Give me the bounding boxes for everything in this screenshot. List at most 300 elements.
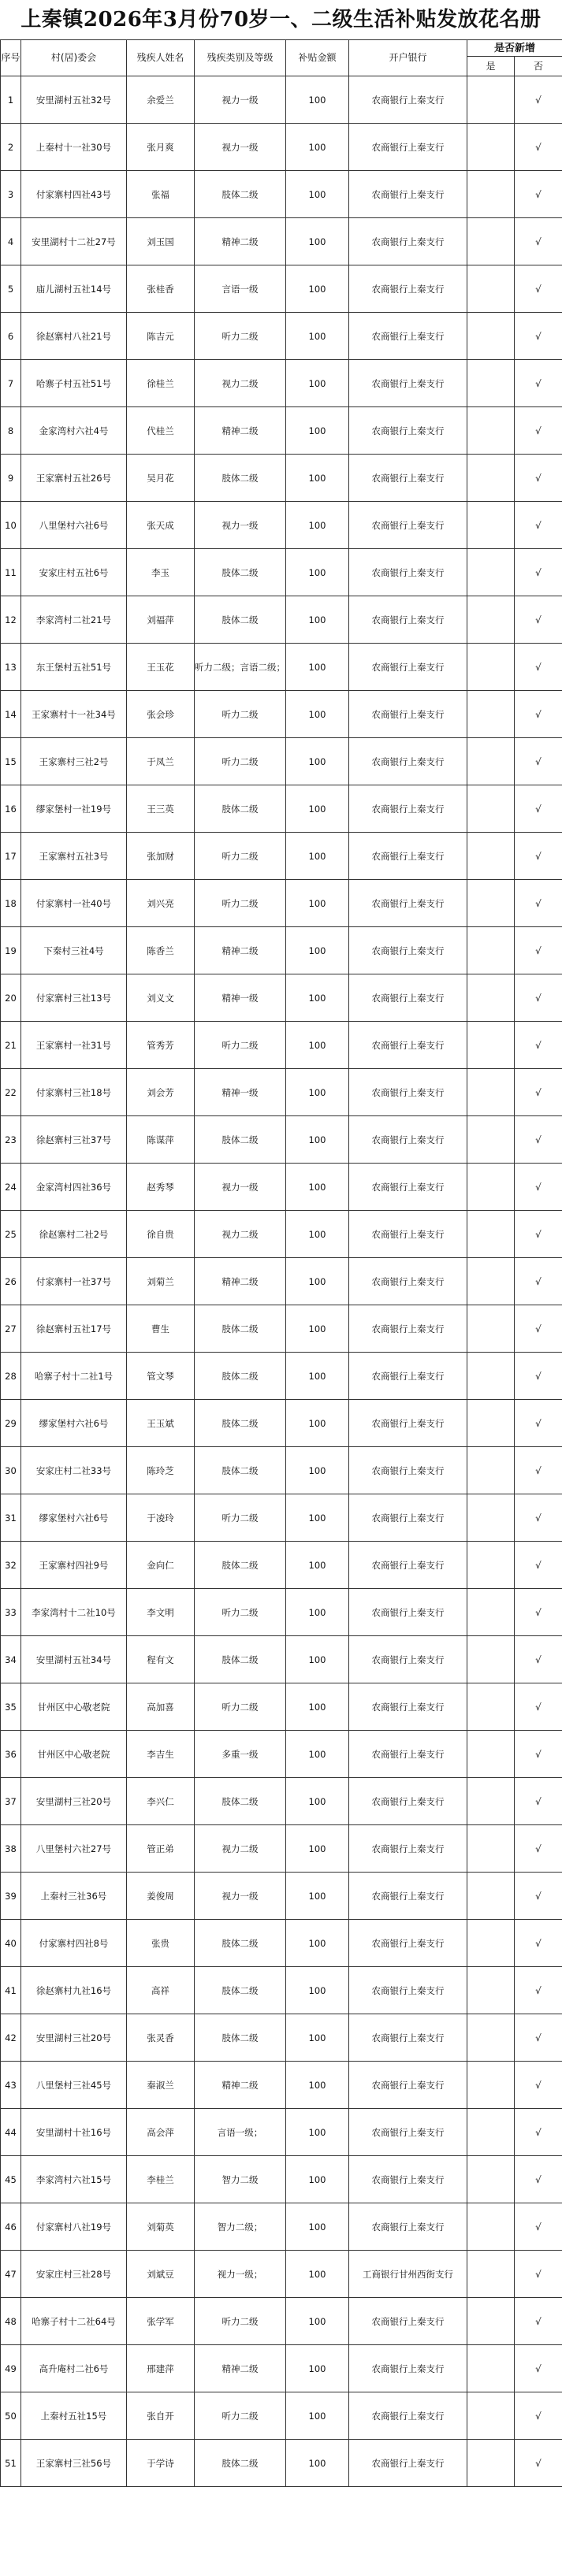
cell-seq: 19 — [1, 927, 21, 974]
cell-category: 听力二级 — [195, 833, 286, 880]
table-row — [1, 1353, 562, 1400]
cell-village: 哈寨子村十二社64号 — [21, 2298, 127, 2345]
table-row — [1, 1400, 562, 1447]
cell-village: 甘州区中心敬老院 — [21, 1731, 127, 1778]
cell-name: 刘兴亮 — [127, 880, 195, 927]
cell-new-no: √ — [515, 171, 562, 218]
cell-village: 八里堡村六社27号 — [21, 1825, 127, 1873]
cell-new-no: √ — [515, 974, 562, 1022]
cell-seq: 13 — [1, 644, 21, 691]
cell-new-yes — [467, 407, 515, 455]
cell-name: 张加财 — [127, 833, 195, 880]
table-row — [1, 76, 562, 124]
cell-new-yes — [467, 1069, 515, 1116]
cell-amount: 100 — [286, 691, 349, 738]
cell-seq: 2 — [1, 124, 21, 171]
cell-name: 赵秀琴 — [127, 1164, 195, 1211]
cell-village: 王家寨村三社56号 — [21, 2440, 127, 2487]
cell-new-no: √ — [515, 218, 562, 265]
cell-category: 肢体二级 — [195, 1778, 286, 1825]
cell-new-no: √ — [515, 1778, 562, 1825]
cell-new-yes — [467, 2109, 515, 2156]
cell-bank: 农商银行上秦支行 — [349, 1873, 467, 1920]
cell-amount: 100 — [286, 974, 349, 1022]
cell-seq: 18 — [1, 880, 21, 927]
table-row — [1, 2156, 562, 2203]
cell-new-no: √ — [515, 124, 562, 171]
cell-category: 肢体二级 — [195, 1542, 286, 1589]
cell-bank: 农商银行上秦支行 — [349, 833, 467, 880]
cell-name: 邢建萍 — [127, 2345, 195, 2392]
cell-name: 张自开 — [127, 2392, 195, 2440]
cell-category: 精神二级 — [195, 218, 286, 265]
table-row — [1, 1731, 562, 1778]
cell-amount: 100 — [286, 124, 349, 171]
table-row — [1, 2062, 562, 2109]
cell-new-yes — [467, 1873, 515, 1920]
cell-seq: 28 — [1, 1353, 21, 1400]
header-amount: 补贴金额 — [286, 40, 349, 76]
cell-seq: 5 — [1, 265, 21, 313]
cell-category: 肢体二级 — [195, 2440, 286, 2487]
table-row — [1, 1589, 562, 1636]
cell-bank: 农商银行上秦支行 — [349, 171, 467, 218]
cell-bank: 农商银行上秦支行 — [349, 2392, 467, 2440]
cell-new-yes — [467, 1542, 515, 1589]
table-row — [1, 927, 562, 974]
cell-new-yes — [467, 313, 515, 360]
cell-name: 李吉生 — [127, 1731, 195, 1778]
cell-new-no: √ — [515, 1636, 562, 1683]
cell-new-yes — [467, 1589, 515, 1636]
cell-village: 徐赵寨村五社17号 — [21, 1305, 127, 1353]
cell-amount: 100 — [286, 2440, 349, 2487]
cell-name: 管正弟 — [127, 1825, 195, 1873]
cell-new-yes — [467, 2203, 515, 2251]
page-title: 上秦镇2026年3月份70岁一、二级生活补贴发放花名册 — [20, 8, 542, 32]
cell-name: 于凌玲 — [127, 1494, 195, 1542]
cell-village: 甘州区中心敬老院 — [21, 1683, 127, 1731]
cell-category: 肢体二级 — [195, 171, 286, 218]
cell-village: 王家寨村十一社34号 — [21, 691, 127, 738]
table-row — [1, 1447, 562, 1494]
cell-new-no: √ — [515, 1116, 562, 1164]
cell-bank: 农商银行上秦支行 — [349, 785, 467, 833]
cell-category: 听力二级 — [195, 880, 286, 927]
cell-amount: 100 — [286, 880, 349, 927]
cell-village: 上秦村十一社30号 — [21, 124, 127, 171]
cell-new-yes — [467, 1636, 515, 1683]
cell-village: 徐赵寨村二社2号 — [21, 1211, 127, 1258]
cell-new-yes — [467, 549, 515, 596]
cell-new-no: √ — [515, 2109, 562, 2156]
table-row — [1, 1211, 562, 1258]
cell-name: 陈香兰 — [127, 927, 195, 974]
cell-new-no: √ — [515, 1305, 562, 1353]
cell-new-no: √ — [515, 1353, 562, 1400]
cell-seq: 9 — [1, 455, 21, 502]
table-row — [1, 124, 562, 171]
cell-name: 刘会芳 — [127, 1069, 195, 1116]
cell-new-no: √ — [515, 880, 562, 927]
cell-category: 肢体二级 — [195, 1967, 286, 2014]
cell-category: 多重一级 — [195, 1731, 286, 1778]
cell-new-no: √ — [515, 360, 562, 407]
header-no: 否 — [515, 57, 562, 76]
cell-category: 智力二级； — [195, 2203, 286, 2251]
cell-village: 安家庄村三社28号 — [21, 2251, 127, 2298]
cell-seq: 8 — [1, 407, 21, 455]
cell-seq: 42 — [1, 2014, 21, 2062]
cell-new-no: √ — [515, 785, 562, 833]
cell-name: 王三英 — [127, 785, 195, 833]
cell-seq: 26 — [1, 1258, 21, 1305]
cell-amount: 100 — [286, 738, 349, 785]
cell-name: 徐自贵 — [127, 1211, 195, 1258]
table-row — [1, 691, 562, 738]
cell-name: 刘斌豆 — [127, 2251, 195, 2298]
table-row — [1, 2298, 562, 2345]
cell-amount: 100 — [286, 1825, 349, 1873]
cell-new-no: √ — [515, 1258, 562, 1305]
table-row — [1, 1683, 562, 1731]
cell-seq: 33 — [1, 1589, 21, 1636]
cell-new-no: √ — [515, 833, 562, 880]
cell-category: 精神一级 — [195, 1069, 286, 1116]
cell-new-no: √ — [515, 1447, 562, 1494]
cell-new-no: √ — [515, 1494, 562, 1542]
cell-new-yes — [467, 1400, 515, 1447]
cell-seq: 16 — [1, 785, 21, 833]
cell-village: 哈寨子村十二社1号 — [21, 1353, 127, 1400]
table-row — [1, 1778, 562, 1825]
cell-category: 视力一级 — [195, 124, 286, 171]
cell-seq: 20 — [1, 974, 21, 1022]
cell-amount: 100 — [286, 1967, 349, 2014]
cell-village: 上秦村五社15号 — [21, 2392, 127, 2440]
cell-new-yes — [467, 1211, 515, 1258]
table-row — [1, 2109, 562, 2156]
cell-village: 付家寨村八社19号 — [21, 2203, 127, 2251]
cell-name: 张月爽 — [127, 124, 195, 171]
cell-category: 听力二级；言语二级； — [195, 644, 286, 691]
cell-new-no: √ — [515, 1825, 562, 1873]
cell-bank: 农商银行上秦支行 — [349, 596, 467, 644]
cell-name: 姜俊周 — [127, 1873, 195, 1920]
cell-bank: 农商银行上秦支行 — [349, 2345, 467, 2392]
cell-seq: 12 — [1, 596, 21, 644]
cell-new-no: √ — [515, 2156, 562, 2203]
table-row — [1, 1164, 562, 1211]
cell-category: 肢体二级 — [195, 1305, 286, 1353]
cell-bank: 农商银行上秦支行 — [349, 1967, 467, 2014]
header-is-new: 是否新增 — [467, 40, 562, 57]
cell-seq: 41 — [1, 1967, 21, 2014]
cell-amount: 100 — [286, 360, 349, 407]
cell-name: 李桂兰 — [127, 2156, 195, 2203]
cell-seq: 22 — [1, 1069, 21, 1116]
cell-new-no: √ — [515, 1542, 562, 1589]
cell-category: 智力二级 — [195, 2156, 286, 2203]
cell-seq: 35 — [1, 1683, 21, 1731]
cell-amount: 100 — [286, 1731, 349, 1778]
cell-new-yes — [467, 2014, 515, 2062]
cell-category: 肢体二级 — [195, 2014, 286, 2062]
cell-name: 代桂兰 — [127, 407, 195, 455]
cell-amount: 100 — [286, 2203, 349, 2251]
cell-bank: 农商银行上秦支行 — [349, 1069, 467, 1116]
cell-name: 刘福萍 — [127, 596, 195, 644]
cell-new-yes — [467, 265, 515, 313]
cell-new-yes — [467, 360, 515, 407]
cell-new-yes — [467, 785, 515, 833]
cell-bank: 农商银行上秦支行 — [349, 1825, 467, 1873]
table-row — [1, 218, 562, 265]
cell-new-no: √ — [515, 927, 562, 974]
cell-village: 安里湖村十社16号 — [21, 2109, 127, 2156]
cell-bank: 农商银行上秦支行 — [349, 2203, 467, 2251]
cell-new-yes — [467, 2345, 515, 2392]
table-row — [1, 1636, 562, 1683]
cell-new-yes — [467, 2440, 515, 2487]
cell-new-no: √ — [515, 2440, 562, 2487]
cell-village: 安里湖村五社34号 — [21, 1636, 127, 1683]
cell-name: 刘玉国 — [127, 218, 195, 265]
cell-amount: 100 — [286, 2109, 349, 2156]
table-row — [1, 1022, 562, 1069]
cell-amount: 100 — [286, 1305, 349, 1353]
cell-new-yes — [467, 455, 515, 502]
cell-bank: 农商银行上秦支行 — [349, 76, 467, 124]
cell-new-yes — [467, 218, 515, 265]
cell-name: 吴月花 — [127, 455, 195, 502]
cell-amount: 100 — [286, 2014, 349, 2062]
cell-name: 张贵 — [127, 1920, 195, 1967]
cell-bank: 农商银行上秦支行 — [349, 2440, 467, 2487]
cell-name: 张会珍 — [127, 691, 195, 738]
cell-bank: 农商银行上秦支行 — [349, 1447, 467, 1494]
cell-seq: 6 — [1, 313, 21, 360]
table-row — [1, 880, 562, 927]
cell-amount: 100 — [286, 218, 349, 265]
cell-category: 肢体二级 — [195, 1636, 286, 1683]
cell-new-yes — [467, 880, 515, 927]
cell-amount: 100 — [286, 1636, 349, 1683]
cell-bank: 农商银行上秦支行 — [349, 1211, 467, 1258]
cell-village: 东王堡村五社51号 — [21, 644, 127, 691]
cell-new-yes — [467, 2298, 515, 2345]
cell-seq: 10 — [1, 502, 21, 549]
cell-amount: 100 — [286, 2392, 349, 2440]
cell-new-no: √ — [515, 1731, 562, 1778]
cell-category: 肢体二级 — [195, 596, 286, 644]
cell-amount: 100 — [286, 1211, 349, 1258]
cell-category: 听力二级 — [195, 2298, 286, 2345]
cell-category: 听力二级 — [195, 1494, 286, 1542]
cell-amount: 100 — [286, 1164, 349, 1211]
cell-amount: 100 — [286, 76, 349, 124]
table-row — [1, 2440, 562, 2487]
cell-new-yes — [467, 1967, 515, 2014]
cell-amount: 100 — [286, 785, 349, 833]
cell-seq: 39 — [1, 1873, 21, 1920]
cell-name: 李文明 — [127, 1589, 195, 1636]
cell-name: 金向仁 — [127, 1542, 195, 1589]
cell-village: 付家寨村一社40号 — [21, 880, 127, 927]
cell-bank: 农商银行上秦支行 — [349, 265, 467, 313]
cell-village: 金家湾村六社4号 — [21, 407, 127, 455]
cell-bank: 农商银行上秦支行 — [349, 502, 467, 549]
cell-new-yes — [467, 2156, 515, 2203]
cell-name: 张天成 — [127, 502, 195, 549]
cell-seq: 14 — [1, 691, 21, 738]
cell-name: 管秀芳 — [127, 1022, 195, 1069]
cell-name: 管文琴 — [127, 1353, 195, 1400]
cell-amount: 100 — [286, 1447, 349, 1494]
table-row — [1, 644, 562, 691]
cell-bank: 农商银行上秦支行 — [349, 124, 467, 171]
cell-seq: 36 — [1, 1731, 21, 1778]
cell-name: 张学军 — [127, 2298, 195, 2345]
cell-new-no: √ — [515, 2062, 562, 2109]
cell-village: 李家湾村六社15号 — [21, 2156, 127, 2203]
cell-village: 缪家堡村六社6号 — [21, 1494, 127, 1542]
cell-bank: 农商银行上秦支行 — [349, 2062, 467, 2109]
cell-name: 于学诗 — [127, 2440, 195, 2487]
cell-new-no: √ — [515, 738, 562, 785]
cell-seq: 31 — [1, 1494, 21, 1542]
cell-category: 听力二级 — [195, 738, 286, 785]
cell-village: 付家寨村四社43号 — [21, 171, 127, 218]
cell-seq: 24 — [1, 1164, 21, 1211]
cell-seq: 30 — [1, 1447, 21, 1494]
cell-name: 高会萍 — [127, 2109, 195, 2156]
cell-new-yes — [467, 171, 515, 218]
table-row — [1, 313, 562, 360]
cell-village: 李家湾村二社21号 — [21, 596, 127, 644]
cell-new-no: √ — [515, 1164, 562, 1211]
cell-category: 听力二级 — [195, 2392, 286, 2440]
cell-bank: 农商银行上秦支行 — [349, 1305, 467, 1353]
cell-category: 听力二级 — [195, 1589, 286, 1636]
cell-new-no: √ — [515, 1967, 562, 2014]
cell-village: 哈寨子村五社51号 — [21, 360, 127, 407]
header-yes: 是 — [467, 57, 515, 76]
cell-name: 陈谋萍 — [127, 1116, 195, 1164]
table-row — [1, 360, 562, 407]
cell-bank: 农商银行上秦支行 — [349, 2298, 467, 2345]
cell-bank: 农商银行上秦支行 — [349, 360, 467, 407]
cell-bank: 农商银行上秦支行 — [349, 691, 467, 738]
cell-amount: 100 — [286, 265, 349, 313]
cell-category: 视力一级 — [195, 502, 286, 549]
table-row — [1, 1542, 562, 1589]
cell-new-no: √ — [515, 76, 562, 124]
table-row — [1, 1069, 562, 1116]
cell-bank: 农商银行上秦支行 — [349, 927, 467, 974]
cell-seq: 45 — [1, 2156, 21, 2203]
cell-village: 庙儿湖村五社14号 — [21, 265, 127, 313]
cell-village: 安里湖村三社20号 — [21, 2014, 127, 2062]
cell-new-yes — [467, 833, 515, 880]
cell-village: 安里湖村五社32号 — [21, 76, 127, 124]
cell-amount: 100 — [286, 833, 349, 880]
cell-seq: 21 — [1, 1022, 21, 1069]
cell-bank: 工商银行甘州西街支行 — [349, 2251, 467, 2298]
cell-category: 听力二级 — [195, 313, 286, 360]
cell-village: 八里堡村六社6号 — [21, 502, 127, 549]
cell-amount: 100 — [286, 455, 349, 502]
cell-name: 余爱兰 — [127, 76, 195, 124]
cell-amount: 100 — [286, 1258, 349, 1305]
cell-new-yes — [467, 76, 515, 124]
cell-new-yes — [467, 1447, 515, 1494]
cell-village: 付家寨村四社8号 — [21, 1920, 127, 1967]
cell-new-yes — [467, 124, 515, 171]
cell-village: 高升庵村二社6号 — [21, 2345, 127, 2392]
cell-name: 程有文 — [127, 1636, 195, 1683]
cell-category: 精神一级 — [195, 974, 286, 1022]
cell-new-no: √ — [515, 1400, 562, 1447]
cell-seq: 27 — [1, 1305, 21, 1353]
cell-name: 曹生 — [127, 1305, 195, 1353]
cell-amount: 100 — [286, 2251, 349, 2298]
cell-village: 付家寨村一社37号 — [21, 1258, 127, 1305]
cell-amount: 100 — [286, 1494, 349, 1542]
cell-bank: 农商银行上秦支行 — [349, 1494, 467, 1542]
table-row — [1, 1494, 562, 1542]
cell-village: 李家湾村十二社10号 — [21, 1589, 127, 1636]
cell-new-yes — [467, 1920, 515, 1967]
cell-amount: 100 — [286, 2156, 349, 2203]
cell-amount: 100 — [286, 2062, 349, 2109]
cell-category: 肢体二级 — [195, 1116, 286, 1164]
cell-seq: 50 — [1, 2392, 21, 2440]
cell-seq: 47 — [1, 2251, 21, 2298]
cell-new-no: √ — [515, 1683, 562, 1731]
cell-amount: 100 — [286, 171, 349, 218]
cell-village: 徐赵寨村九社16号 — [21, 1967, 127, 2014]
cell-amount: 100 — [286, 407, 349, 455]
cell-name: 于凤兰 — [127, 738, 195, 785]
cell-amount: 100 — [286, 1683, 349, 1731]
table-row — [1, 1873, 562, 1920]
cell-new-no: √ — [515, 644, 562, 691]
cell-new-no: √ — [515, 502, 562, 549]
cell-new-yes — [467, 1825, 515, 1873]
table-row — [1, 785, 562, 833]
cell-amount: 100 — [286, 1022, 349, 1069]
cell-seq: 17 — [1, 833, 21, 880]
cell-amount: 100 — [286, 596, 349, 644]
cell-category: 听力二级 — [195, 1683, 286, 1731]
cell-bank: 农商银行上秦支行 — [349, 1258, 467, 1305]
cell-new-no: √ — [515, 691, 562, 738]
cell-amount: 100 — [286, 1873, 349, 1920]
table-row — [1, 2203, 562, 2251]
cell-amount: 100 — [286, 1542, 349, 1589]
cell-seq: 46 — [1, 2203, 21, 2251]
cell-category: 听力二级 — [195, 691, 286, 738]
header-category: 残疾类别及等级 — [195, 40, 286, 76]
cell-seq: 51 — [1, 2440, 21, 2487]
cell-name: 张桂香 — [127, 265, 195, 313]
cell-category: 视力二级 — [195, 360, 286, 407]
table-row — [1, 171, 562, 218]
cell-seq: 40 — [1, 1920, 21, 1967]
cell-seq: 23 — [1, 1116, 21, 1164]
cell-new-yes — [467, 2251, 515, 2298]
